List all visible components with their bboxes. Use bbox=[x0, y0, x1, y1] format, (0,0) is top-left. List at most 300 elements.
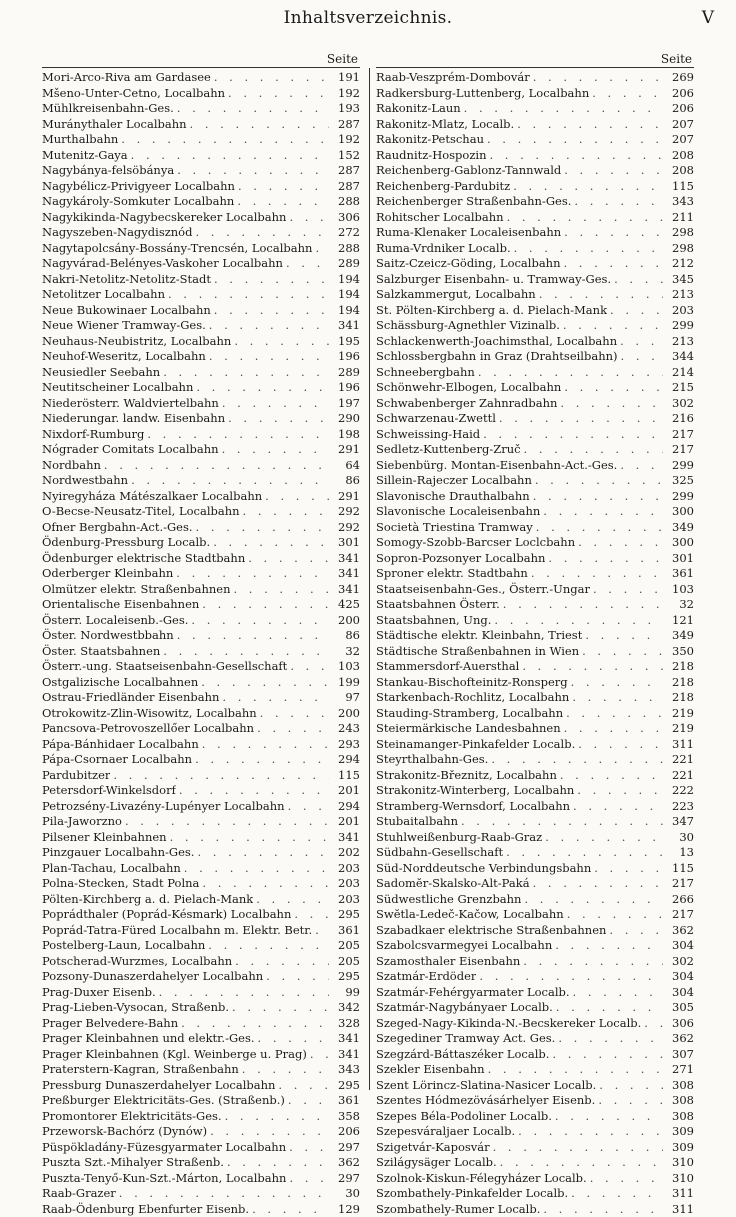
index-entry bbox=[376, 1078, 694, 1094]
dot-leader bbox=[262, 489, 329, 505]
dot-leader bbox=[192, 752, 329, 768]
dot-leader bbox=[611, 272, 663, 288]
index-entry bbox=[376, 830, 694, 846]
entry-page: 297 bbox=[329, 1140, 360, 1156]
index-entry bbox=[376, 628, 694, 644]
dot-leader bbox=[561, 225, 663, 241]
dot-leader bbox=[569, 690, 663, 706]
entry-page: 347 bbox=[663, 814, 694, 830]
entry-name: Raab-Veszprém-Dombovár bbox=[376, 70, 530, 86]
entry-page: 192 bbox=[329, 86, 360, 102]
dot-leader bbox=[486, 148, 663, 164]
entry-name: Reichenberg-Gablonz-Tannwald bbox=[376, 163, 561, 179]
entry-page: 217 bbox=[663, 427, 694, 443]
dot-leader bbox=[240, 504, 329, 520]
entry-name: Szepes Béla-Podoliner Localb. bbox=[376, 1109, 552, 1125]
entry-page: 206 bbox=[663, 86, 694, 102]
dot-leader bbox=[118, 132, 329, 148]
dot-leader bbox=[480, 427, 663, 443]
dot-leader bbox=[211, 272, 329, 288]
index-entry bbox=[376, 1109, 694, 1125]
index-entry bbox=[42, 365, 360, 381]
entry-page: 207 bbox=[663, 117, 694, 133]
entry-name: Nagybánya-felsöbánya bbox=[42, 163, 174, 179]
entry-name: Prager Belvedere-Bahn bbox=[42, 1016, 178, 1032]
index-entry bbox=[42, 86, 360, 102]
dot-leader bbox=[528, 566, 663, 582]
right-entry-list bbox=[376, 70, 694, 1217]
index-entry bbox=[376, 954, 694, 970]
entry-name: Städtische elektr. Kleinbahn, Triest bbox=[376, 628, 582, 644]
dot-leader bbox=[199, 876, 329, 892]
entry-page: 201 bbox=[329, 783, 360, 799]
entry-name: Mutenitz-Gaya bbox=[42, 148, 128, 164]
entry-page: 288 bbox=[329, 194, 360, 210]
entry-name: Poprád-Tatra-Füred Localbahn m. Elektr. Betr. bbox=[42, 923, 312, 939]
entry-page: 310 bbox=[663, 1155, 694, 1171]
index-entry bbox=[42, 70, 360, 86]
dot-leader bbox=[283, 256, 329, 272]
entry-name: Rohitscher Localbahn bbox=[376, 210, 504, 226]
entry-page: 361 bbox=[663, 566, 694, 582]
dot-leader bbox=[497, 1155, 663, 1171]
entry-name: Pápa-Bánhidaer Localbahn bbox=[42, 737, 199, 753]
index-entry bbox=[42, 1202, 360, 1217]
entry-name: Neuhof-Weseritz, Localbahn bbox=[42, 349, 206, 365]
dot-leader bbox=[514, 117, 663, 133]
entry-page: 217 bbox=[663, 907, 694, 923]
dot-leader bbox=[198, 675, 329, 691]
entry-name: Raudnitz-Hospozin bbox=[376, 148, 486, 164]
dot-leader bbox=[496, 411, 663, 427]
entry-page: 222 bbox=[663, 783, 694, 799]
entry-name: Plan-Tachau, Localbahn bbox=[42, 861, 181, 877]
dot-leader bbox=[596, 1078, 663, 1094]
entry-name: Stankau-Bischofteinitz-Ronsperg bbox=[376, 675, 568, 691]
index-entry bbox=[42, 659, 360, 675]
entry-page: 221 bbox=[663, 752, 694, 768]
index-entry bbox=[376, 148, 694, 164]
dot-leader bbox=[286, 210, 329, 226]
entry-name: Neusiedler Seebahn bbox=[42, 365, 160, 381]
index-entry bbox=[376, 613, 694, 629]
index-entry bbox=[42, 303, 360, 319]
dot-leader bbox=[206, 318, 329, 334]
entry-name: Sedletz-Kuttenberg-Zruč bbox=[376, 442, 521, 458]
right-column-heading: Seite bbox=[376, 52, 694, 67]
entry-name: Strakonitz-Březnitz, Localbahn bbox=[376, 768, 557, 784]
index-entry bbox=[376, 473, 694, 489]
dot-leader bbox=[540, 504, 663, 520]
entry-name: Szegzárd-Báttaszéker Localb. bbox=[376, 1047, 549, 1063]
entry-name: Rakonitz-Mlatz, Localb. bbox=[376, 117, 514, 133]
entry-name: Pila-Jaworzno bbox=[42, 814, 122, 830]
entry-name: Nagykároly-Somkuter Localbahn bbox=[42, 194, 234, 210]
entry-page: 345 bbox=[663, 272, 694, 288]
dot-leader bbox=[540, 1202, 663, 1217]
entry-page: 208 bbox=[663, 163, 694, 179]
entry-page: 358 bbox=[329, 1109, 360, 1125]
entry-page: 115 bbox=[329, 768, 360, 784]
entry-name: Somogy-Szobb-Barcser Loclcbahn bbox=[376, 535, 575, 551]
dot-leader bbox=[156, 985, 329, 1001]
dot-leader bbox=[574, 783, 663, 799]
dot-leader bbox=[504, 210, 663, 226]
entry-page: 218 bbox=[663, 659, 694, 675]
entry-page: 349 bbox=[663, 628, 694, 644]
index-entry bbox=[42, 179, 360, 195]
entry-page: 306 bbox=[663, 1016, 694, 1032]
dot-leader bbox=[101, 458, 329, 474]
dot-leader bbox=[287, 659, 329, 675]
dot-leader bbox=[174, 628, 329, 644]
entry-page: 86 bbox=[329, 473, 360, 489]
index-entry bbox=[376, 1047, 694, 1063]
dot-leader bbox=[519, 659, 663, 675]
entry-name: Nyiregyháza Mátészalkaer Localbahn bbox=[42, 489, 262, 505]
dot-leader bbox=[193, 380, 329, 396]
left-column-rule bbox=[42, 67, 360, 68]
index-entry bbox=[376, 551, 694, 567]
right-column bbox=[376, 52, 694, 1217]
index-entry bbox=[42, 907, 360, 923]
entry-page: 198 bbox=[329, 427, 360, 443]
dot-leader bbox=[210, 535, 329, 551]
entry-page: 301 bbox=[663, 551, 694, 567]
entry-page: 328 bbox=[329, 1016, 360, 1032]
dot-leader bbox=[263, 969, 329, 985]
entry-name: Prag-Duxer Eisenb. bbox=[42, 985, 156, 1001]
column-divider bbox=[369, 68, 370, 1090]
entry-name: Nagybélicz-Privigyeer Localbahn bbox=[42, 179, 235, 195]
dot-leader bbox=[224, 1155, 329, 1171]
dot-leader bbox=[165, 287, 329, 303]
index-entry bbox=[376, 535, 694, 551]
dot-leader bbox=[199, 597, 329, 613]
dot-leader bbox=[564, 907, 663, 923]
entry-name: Murthalbahn bbox=[42, 132, 118, 148]
entry-page: 195 bbox=[329, 334, 360, 350]
entry-name: Nógrader Comitats Localbahn bbox=[42, 442, 219, 458]
dot-leader bbox=[222, 1109, 329, 1125]
entry-page: 221 bbox=[663, 768, 694, 784]
entry-page: 295 bbox=[329, 907, 360, 923]
dot-leader bbox=[555, 1031, 663, 1047]
index-entry bbox=[42, 225, 360, 241]
entry-name: Städtische Straßenbahnen in Wien bbox=[376, 644, 579, 660]
entry-name: Püspökladány-Füzesgyarmater Localbahn bbox=[42, 1140, 286, 1156]
entry-name: Steinamanger-Pinkafelder Localb. bbox=[376, 737, 575, 753]
dot-leader bbox=[490, 1140, 663, 1156]
entry-page: 32 bbox=[663, 597, 694, 613]
dot-leader bbox=[575, 535, 663, 551]
index-entry bbox=[42, 923, 360, 939]
entry-page: 302 bbox=[663, 954, 694, 970]
dot-leader bbox=[199, 737, 329, 753]
dot-leader bbox=[530, 70, 663, 86]
entry-page: 292 bbox=[329, 504, 360, 520]
entry-name: Mšeno-Unter-Cetno, Localbahn bbox=[42, 86, 225, 102]
entry-name: Szamosthaler Eisenbahn bbox=[376, 954, 520, 970]
index-entry bbox=[42, 1171, 360, 1187]
entry-name: Szilágysäger Localb. bbox=[376, 1155, 497, 1171]
dot-leader bbox=[606, 923, 663, 939]
entry-name: Preßburger Elektricitäts-Ges. (Straßenb.) bbox=[42, 1093, 285, 1109]
entry-page: 299 bbox=[663, 318, 694, 334]
entry-name: Polna-Stecken, Stadt Polna bbox=[42, 876, 199, 892]
dot-leader bbox=[521, 892, 663, 908]
index-entry bbox=[42, 396, 360, 412]
index-entry bbox=[376, 1000, 694, 1016]
entry-page: 341 bbox=[329, 582, 360, 598]
entry-page: 293 bbox=[329, 737, 360, 753]
entry-page: 99 bbox=[329, 985, 360, 1001]
index-entry bbox=[42, 1031, 360, 1047]
entry-name: Olmützer elektr. Straßenbahnen bbox=[42, 582, 230, 598]
dot-leader bbox=[533, 520, 663, 536]
dot-leader bbox=[561, 721, 663, 737]
index-entry bbox=[42, 768, 360, 784]
entry-name: Ödenburg-Pressburg Localb. bbox=[42, 535, 210, 551]
dot-leader bbox=[193, 520, 329, 536]
entry-page: 223 bbox=[663, 799, 694, 815]
entry-name: Szatmár-Nagybányaer Localb. bbox=[376, 1000, 553, 1016]
index-entry bbox=[42, 334, 360, 350]
entry-page: 203 bbox=[329, 892, 360, 908]
dot-leader bbox=[536, 287, 663, 303]
index-entry bbox=[376, 814, 694, 830]
entry-name: Oderberger Kleinbahn bbox=[42, 566, 173, 582]
entry-name: Szigetvár-Kaposvár bbox=[376, 1140, 490, 1156]
index-entry bbox=[376, 1186, 694, 1202]
index-entry bbox=[376, 1016, 694, 1032]
dot-leader bbox=[521, 442, 663, 458]
index-entry bbox=[376, 334, 694, 350]
entry-name: Niederösterr. Waldviertelbahn bbox=[42, 396, 219, 412]
index-entry bbox=[376, 923, 694, 939]
entry-page: 306 bbox=[329, 210, 360, 226]
entry-page: 206 bbox=[663, 101, 694, 117]
entry-page: 325 bbox=[663, 473, 694, 489]
entry-name: Ödenburger elektrische Stadtbahn bbox=[42, 551, 245, 567]
entry-page: 302 bbox=[663, 396, 694, 412]
dot-leader bbox=[312, 241, 329, 257]
entry-name: Schneebergbahn bbox=[376, 365, 475, 381]
entry-page: 115 bbox=[663, 179, 694, 195]
entry-page: 212 bbox=[663, 256, 694, 272]
dot-leader bbox=[249, 1202, 329, 1217]
entry-name: Szabadkaer elektrische Straßenbahnen bbox=[376, 923, 606, 939]
index-entry bbox=[42, 241, 360, 257]
dot-leader bbox=[561, 380, 663, 396]
index-entry bbox=[376, 380, 694, 396]
left-column-heading: Seite bbox=[42, 52, 360, 67]
entry-page: 152 bbox=[329, 148, 360, 164]
index-entry bbox=[42, 1093, 360, 1109]
index-entry bbox=[376, 396, 694, 412]
entry-name: Ostrau-Friedländer Eisenbahn bbox=[42, 690, 219, 706]
dot-leader bbox=[192, 225, 329, 241]
dot-leader bbox=[174, 101, 329, 117]
dot-leader bbox=[206, 349, 329, 365]
entry-name: Neuhaus-Neubistritz, Localbahn bbox=[42, 334, 231, 350]
index-entry bbox=[42, 163, 360, 179]
entry-name: Orientalische Eisenbahnen bbox=[42, 597, 199, 613]
index-entry bbox=[42, 706, 360, 722]
entry-name: Petersdorf-Winkelsdorf bbox=[42, 783, 176, 799]
dot-leader bbox=[128, 473, 329, 489]
index-entry bbox=[42, 427, 360, 443]
entry-page: 350 bbox=[663, 644, 694, 660]
entry-page: 295 bbox=[329, 1078, 360, 1094]
entry-page: 121 bbox=[663, 613, 694, 629]
dot-leader bbox=[232, 954, 329, 970]
entry-name: Puszta Szt.-Mihalyer Straßenb. bbox=[42, 1155, 224, 1171]
entry-name: Neue Wiener Tramway-Ges. bbox=[42, 318, 206, 334]
index-entry bbox=[376, 721, 694, 737]
index-entry bbox=[376, 752, 694, 768]
entry-name: Strakonitz-Winterberg, Localbahn bbox=[376, 783, 574, 799]
index-entry bbox=[376, 117, 694, 133]
dot-leader bbox=[219, 396, 329, 412]
entry-name: Österr.-ung. Staatseisenbahn-Gesellschaft bbox=[42, 659, 287, 675]
entry-page: 218 bbox=[663, 690, 694, 706]
entry-name: Öster. Nordwestbbahn bbox=[42, 628, 174, 644]
dot-leader bbox=[160, 644, 329, 660]
dot-leader bbox=[110, 768, 329, 784]
entry-name: Szatmár-Fehérgyarmater Localb. bbox=[376, 985, 570, 1001]
entry-name: Nordwestbahn bbox=[42, 473, 128, 489]
entry-name: Schässburg-Agnethler Vizinalb. bbox=[376, 318, 560, 334]
entry-page: 308 bbox=[663, 1078, 694, 1094]
entry-name: Sillein-Rajeczer Localbahn bbox=[376, 473, 532, 489]
dot-leader bbox=[245, 551, 329, 567]
entry-page: 308 bbox=[663, 1093, 694, 1109]
entry-name: Stubaitalbahn bbox=[376, 814, 458, 830]
index-entry bbox=[376, 504, 694, 520]
entry-name: Schlossbergbahn in Graz (Drahtseilbahn) bbox=[376, 349, 618, 365]
dot-leader bbox=[561, 163, 663, 179]
entry-page: 217 bbox=[663, 442, 694, 458]
index-entry bbox=[376, 287, 694, 303]
dot-leader bbox=[211, 70, 329, 86]
entry-name: Nagyszeben-Nagydisznód bbox=[42, 225, 192, 241]
index-entry bbox=[376, 210, 694, 226]
index-entry bbox=[376, 1140, 694, 1156]
entry-page: 311 bbox=[663, 1186, 694, 1202]
entry-page: 291 bbox=[329, 442, 360, 458]
entry-page: 197 bbox=[329, 396, 360, 412]
index-entry bbox=[376, 1202, 694, 1217]
dot-leader bbox=[618, 349, 663, 365]
entry-name: Pressburg Dunaszerdahelyer Localbahn bbox=[42, 1078, 275, 1094]
entry-name: Mori-Arco-Riva am Gardasee bbox=[42, 70, 211, 86]
entry-page: 115 bbox=[663, 861, 694, 877]
entry-page: 299 bbox=[663, 489, 694, 505]
index-entry bbox=[42, 613, 360, 629]
entry-page: 361 bbox=[329, 923, 360, 939]
entry-page: 300 bbox=[663, 535, 694, 551]
entry-name: Prager Kleinbahnen und elektr.-Ges. bbox=[42, 1031, 255, 1047]
entry-name: Szeged-Nagy-Kikinda-N.-Becskereker Localb. bbox=[376, 1016, 641, 1032]
index-entry bbox=[42, 458, 360, 474]
entry-name: Ostgalizische Localbahnen bbox=[42, 675, 198, 691]
entry-page: 129 bbox=[329, 1202, 360, 1217]
dot-leader bbox=[225, 86, 329, 102]
entry-name: Stammersdorf-Auersthal bbox=[376, 659, 519, 675]
index-entry bbox=[42, 876, 360, 892]
index-entry bbox=[376, 985, 694, 1001]
dot-leader bbox=[229, 1000, 329, 1016]
entry-name: Szent Lörincz-Slatina-Nasicer Localb. bbox=[376, 1078, 596, 1094]
dot-leader bbox=[291, 907, 329, 923]
entry-name: Raab-Ödenburg Ebenfurter Eisenb. bbox=[42, 1202, 249, 1217]
dot-leader bbox=[552, 1109, 663, 1125]
entry-page: 344 bbox=[663, 349, 694, 365]
dot-leader bbox=[178, 1016, 329, 1032]
entry-name: Sopron-Pozsonyer Localbahn bbox=[376, 551, 545, 567]
entry-name: Mühlkreisenbahn-Ges. bbox=[42, 101, 174, 117]
index-entry bbox=[42, 1124, 360, 1140]
left-entry-list bbox=[42, 70, 360, 1217]
dot-leader bbox=[188, 613, 329, 629]
entry-name: Swĕtla-Ledeč-Kačow, Localbahn bbox=[376, 907, 564, 923]
entry-name: Schwarzenau-Zwettl bbox=[376, 411, 496, 427]
entry-page: 341 bbox=[329, 318, 360, 334]
index-entry bbox=[42, 1186, 360, 1202]
index-entry bbox=[376, 1155, 694, 1171]
entry-page: 341 bbox=[329, 1047, 360, 1063]
dot-leader bbox=[181, 861, 329, 877]
dot-leader bbox=[542, 830, 663, 846]
entry-page: 205 bbox=[329, 938, 360, 954]
entry-page: 201 bbox=[329, 814, 360, 830]
dot-leader bbox=[570, 799, 663, 815]
index-entry bbox=[42, 349, 360, 365]
entry-name: Südwestliche Grenzbahn bbox=[376, 892, 521, 908]
dot-leader bbox=[545, 551, 663, 567]
index-entry bbox=[42, 272, 360, 288]
dot-leader bbox=[275, 1078, 329, 1094]
entry-page: 266 bbox=[663, 892, 694, 908]
index-entry bbox=[42, 1016, 360, 1032]
entry-name: Saitz-Czeicz-Göding, Localbahn bbox=[376, 256, 561, 272]
dot-leader bbox=[582, 628, 663, 644]
dot-leader bbox=[160, 365, 329, 381]
entry-name: Rakonitz-Petschau bbox=[376, 132, 484, 148]
index-entry bbox=[42, 737, 360, 753]
entry-page: 362 bbox=[663, 923, 694, 939]
index-entry bbox=[42, 551, 360, 567]
entry-name: Pölten-Kirchberg a. d. Pielach-Mank bbox=[42, 892, 253, 908]
entry-page: 30 bbox=[663, 830, 694, 846]
entry-page: 191 bbox=[329, 70, 360, 86]
index-entry bbox=[376, 318, 694, 334]
dot-leader bbox=[579, 644, 663, 660]
entry-name: Stramberg-Wernsdorf, Localbahn bbox=[376, 799, 570, 815]
entry-name: Schwabenberger Zahnradbahn bbox=[376, 396, 557, 412]
dot-leader bbox=[239, 1062, 329, 1078]
index-entry bbox=[376, 349, 694, 365]
dot-leader bbox=[589, 86, 663, 102]
dot-leader bbox=[510, 179, 663, 195]
index-entry bbox=[376, 132, 694, 148]
dot-leader bbox=[286, 1171, 329, 1187]
index-entry bbox=[376, 70, 694, 86]
entry-name: Szolnok-Kiskun-Félegyházer Localb. bbox=[376, 1171, 587, 1187]
entry-page: 200 bbox=[329, 613, 360, 629]
index-entry bbox=[376, 799, 694, 815]
